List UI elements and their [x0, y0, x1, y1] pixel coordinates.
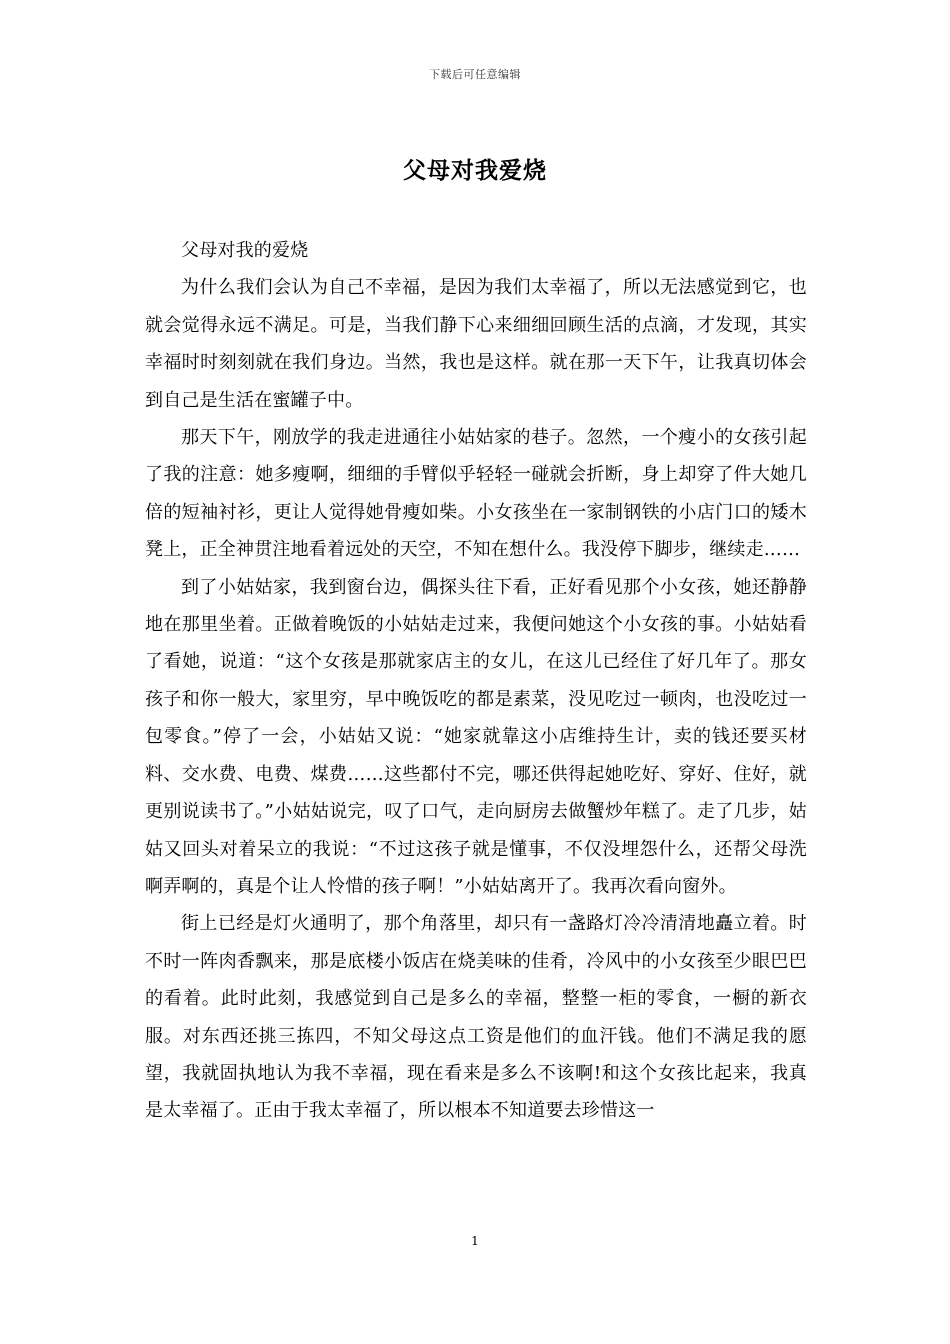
- subtitle-paragraph: 父母对我的爱烧: [181, 240, 309, 261]
- document-title: 父母对我爱烧: [403, 157, 547, 184]
- header-note: 下载后可任意编辑: [429, 68, 521, 81]
- body-paragraph: 街上已经是灯火通明了，那个角落里，却只有一盏路灯冷冷清清地矗立着。时不时一阵肉香飘来，那是底楼小饭店在烧美味的佳肴，冷风中的小女孩至少眼巴巴的看着。此时此刻，我感觉到自己是多么的幸福，整整一柜的零食，一橱的新衣服。对东西还挑三拣四，不知父母这点工资是他们的血汗钱。他们不满足我的愿望，我就固执地认为我不幸福，现在看来是多么不该啊!和这个女孩比起来，我真是太幸福了。正由于我太幸福了，所以根本不知道要去珍惜这一: [145, 913, 807, 1122]
- document-body: [145, 232, 807, 1130]
- body-paragraph: 为什么我们会认为自己不幸福，是因为我们太幸福了，所以无法感觉到它，也就会觉得永远不满足。可是，当我们静下心来细细回顾生活的点滴，才发现，其实幸福时时刻刻就在我们身边。当然，我也是这样。就在那一天下午，让我真切体会到自己是生活在蜜罐子中。: [145, 277, 807, 411]
- page-number: 1: [471, 1234, 479, 1248]
- body-paragraph: 到了小姑姑家，我到窗台边，偶探头往下看，正好看见那个小女孩，她还静静地在那里坐着。正做着晚饭的小姑姑走过来，我便问她这个小女孩的事。小姑姑看了看她，说道：“这个女孩是那就家店主的女儿，在这儿已经住了好几年了。那女孩子和你一般大，家里穷，早中晚饭吃的都是素菜，没见吃过一顿肉，也没吃过一包零食。”停了一会，小姑姑又说：“她家就靠这小店维持生计，卖的钱还要买材料、交水费、电费、煤费……这些都付不完，哪还供得起她吃好、穿好、住好，就更别说读书了。”小姑姑说完，叹了口气，走向厨房去做蟹炒年糕了。走了几步，姑姑又回头对着呆立的我说：“不过这孩子就是懂事，不仅没埋怨什么，还帮父母洗啊弄啊的，真是个让人怜惜的孩子啊！”小姑姑离开了。我再次看向窗外。: [145, 576, 807, 897]
- body-paragraph: 那天下午，刚放学的我走进通往小姑姑家的巷子。忽然，一个瘦小的女孩引起了我的注意：她多瘦啊，细细的手臂似乎轻轻一碰就会折断，身上却穿了件大她几倍的短袖衬衫，更让人觉得她骨瘦如柴。小女孩坐在一家制钢铁的小店门口的矮木凳上，正全神贯注地看着远处的天空，不知在想什么。我没停下脚步，继续走……: [145, 427, 807, 561]
